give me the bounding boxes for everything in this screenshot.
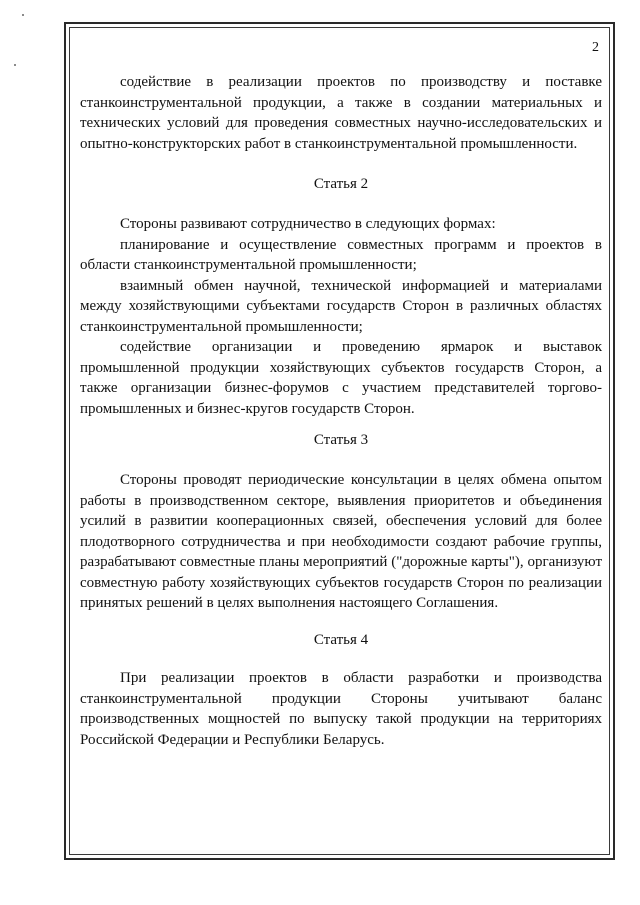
scan-speck [14, 64, 16, 66]
article-3-heading: Статья 3 [313, 432, 369, 448]
article-2 [80, 174, 602, 195]
article-2-body [80, 214, 602, 419]
article-3-body [80, 470, 602, 614]
article-2-item-1: планирование и осуществление совместных программ и проектов в области станкоинструментальной промышленности; [80, 236, 602, 273]
article-4-text: При реализации проектов в области разработки и производства станкоинструментальной продукции Стороны учитывают баланс производственных мощностей по выпуску такой продукции на территориях Российской Федерации и Республики Беларусь. [80, 670, 602, 748]
article-3-text: Стороны проводят периодические консультации в целях обмена опытом работы в производственном секторе, выявления приоритетов и объединения усилий в развитии кооперационных связей, обеспечения условий для более плодотворного сотрудничества и при необходимости создают рабочие группы, разрабатывают совместные планы мероприятий ("дорожные карты"), организуют совместную работу хозяйствующих субъектов государств Сторон по реализации принятых решений в целях выполнения настоящего Соглашения. [80, 472, 602, 611]
article-4-heading: Статья 4 [313, 632, 369, 648]
article-2-heading: Статья 2 [313, 176, 369, 192]
article-2-item-2: взаимный обмен научной, технической информацией и материалами между хозяйствующими субъектами государств Сторон в различных областях станкоинструментальной промышленности; [80, 277, 602, 335]
scan-speck [22, 14, 24, 16]
article-4 [80, 630, 602, 651]
article-2-lead: Стороны развивают сотрудничество в следующих формах: [120, 216, 496, 232]
article-2-item-3: содействие организации и проведению ярмарок и выставок промышленной продукции хозяйствующих субъектов государств Сторон, а также организации бизнес-форумов с участием представителей торгово-промышленных и бизнес-кругов государств Сторон. [80, 339, 602, 417]
article-4-body [80, 668, 602, 750]
page-number: 2 [592, 40, 599, 55]
intro-block [80, 72, 602, 154]
article-3 [80, 430, 602, 451]
intro-paragraph: содействие в реализации проектов по производству и поставке станкоинструментальной продукции, а также в создании материальных и технических условий для проведения совместных научно-исследовательских и опытно-конструкторских работ в станкоинструментальной промышленности. [80, 74, 602, 152]
